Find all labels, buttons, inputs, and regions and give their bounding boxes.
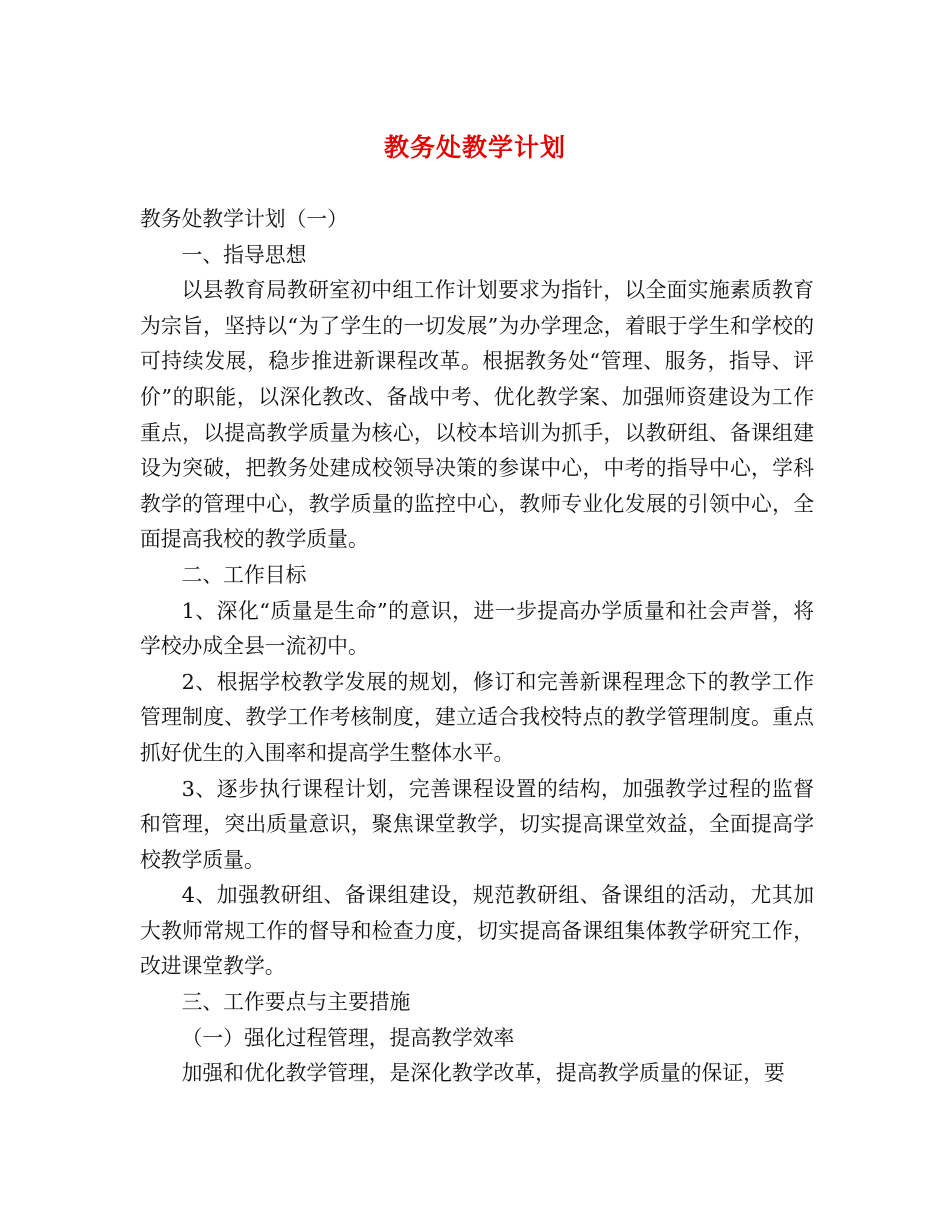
paragraph: 以县教育局教研室初中组工作计划要求为指针，以全面实施素质教育为宗旨，坚持以“为了学生的一切发展”为办学理念，着眼于学生和学校的可持续发展，稳步推进新课程改革。根据教务处“管理、服务，指导、评价”的职能，以深化教改、备战中考、优化教学案、加强师资建设为工作重点，以提高教学质量为核心，以校本培训为抓手，以教研组、备课组建设为突破，把教务处建成校领导决策的参谋中心，中考的指导中心，学科教学的管理中心，教学质量的监控中心，教师专业化发展的引领中心，全面提高我校的教学质量。 xyxy=(140,278,814,552)
paragraph: （一）强化过程管理，提高教学效率 xyxy=(181,1025,515,1050)
paragraph: 4、加强教研组、备课组建设，规范教研组、备课组的活动，尤其加大教师常规工作的督导和检查力度，切实提高备课组集体教学研究工作，改进课堂教学。 xyxy=(140,883,814,979)
paragraph: 加强和优化教学管理，是深化教学改革，提高教学质量的保证，要 xyxy=(181,1061,785,1086)
paragraph: 1、深化“质量是生命”的意识，进一步提高办学质量和社会声誉，将学校办成全县一流初中。 xyxy=(140,598,814,659)
paragraph: 3、逐步执行课程计划，完善课程设置的结构，加强教学过程的监督和管理，突出质量意识，聚焦课堂教学，切实提高课堂效益，全面提高学校教学质量。 xyxy=(140,776,814,872)
paragraph: 2、根据学校教学发展的规划，修订和完善新课程理念下的教学工作管理制度、教学工作考核制度，建立适合我校特点的教学管理制度。重点抓好优生的入围率和提高学生整体水平。 xyxy=(140,669,814,765)
paragraph: 二、工作目标 xyxy=(181,562,307,587)
document-body xyxy=(140,202,814,1092)
paragraph: 教务处教学计划（一） xyxy=(140,207,348,231)
paragraph: 三、工作要点与主要措施 xyxy=(181,990,411,1015)
document-title: 教务处教学计划 xyxy=(383,133,566,162)
paragraph: 一、指导思想 xyxy=(181,242,307,267)
